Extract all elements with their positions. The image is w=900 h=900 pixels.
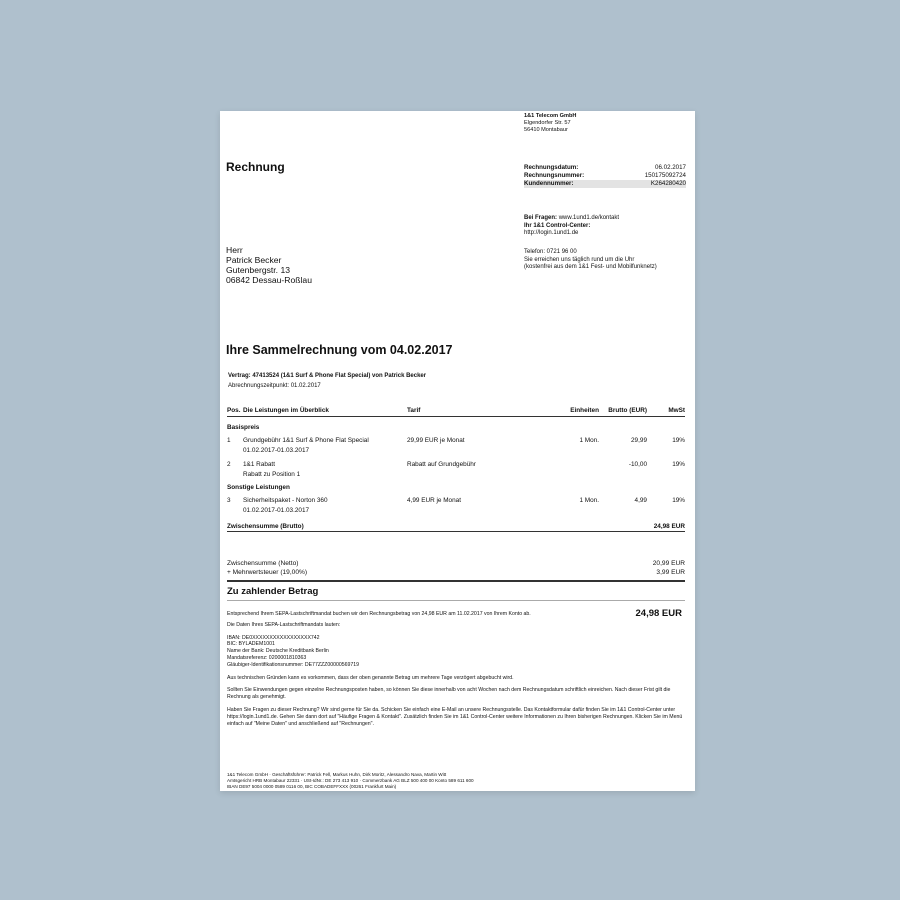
tax-row	[227, 569, 685, 578]
questions-label: Bei Fragen:	[524, 215, 558, 221]
meta-label: Rechnungsnummer:	[524, 172, 585, 179]
row-tarif: 29,99 EUR je Monat	[407, 437, 465, 444]
row-tarif: 4,99 EUR je Monat	[407, 497, 461, 504]
sender-block	[524, 113, 576, 134]
contract-info	[228, 371, 426, 391]
address-name: Patrick Becker	[226, 255, 282, 265]
phone-number: Telefon: 0721 96 00	[524, 249, 577, 255]
invoice-page	[220, 111, 695, 791]
tax-label: + Mehrwertsteuer (19,00%)	[227, 568, 308, 576]
sender-city: 56410 Montabaur	[524, 127, 568, 133]
row-pos: 2	[227, 461, 231, 468]
row-price: 4,99	[634, 497, 647, 504]
amount-due-value: 24,98 EUR	[635, 608, 682, 619]
contact-block	[524, 215, 619, 238]
sepa-note: Haben Sie Fragen zu dieser Rechnung? Wir sind gerne für Sie da. Schicken Sie einfach eine E-Mail an unsere Rechnungsstelle. Das Kontaktformular dafür finden Sie im 1&1 Control-Center unter https://login.1und1.de. Gehen Sie dann dort auf "Häufige Fragen & Kontakt". Zusätzlich finden Sie im 1&1 Control-Center weitere Informationen zu Ihren bisherigen Rechnungen. Klicken Sie im Menü einfach auf "Meine Daten" und anschließend auf "Rechnungen".	[227, 706, 683, 727]
sender-name: 1&1 Telecom GmbH	[524, 113, 577, 119]
table-header	[227, 407, 685, 417]
meta-row-number	[524, 172, 686, 180]
row-unit: 1 Mon.	[579, 497, 599, 504]
control-center-label: Ihr 1&1 Control-Center:	[524, 222, 591, 229]
sepa-note: Aus technischen Gründen kann es vorkommen, dass der oben genannte Betrag um mehrere Tage verzögert abgebucht wird.	[227, 674, 514, 681]
sepa-text: Entsprechend Ihrem SEPA-Lastschriftmandat buchen wir den Rechnungsbetrag von 24,98 EUR am 11.02.2017 von Ihrem Konto ab.	[227, 611, 531, 617]
sepa-amount-row	[227, 608, 685, 619]
netto-value: 20,99 EUR	[652, 560, 685, 567]
contract-line: Vertrag: 47413524 (1&1 Surf & Phone Flat Special) von Patrick Becker	[228, 373, 427, 379]
table-row	[227, 496, 685, 516]
header-tarif: Tarif	[407, 407, 421, 414]
footer-line: 1&1 Telecom GmbH · Geschäftsführer: Patrick Fell, Markus Huhn, Dirk Moritz, Alessandro Nava, Martin Witt	[227, 772, 447, 777]
footer-line: Amtsgericht HRB Montabaur 22331 · USt-IdNr.: DE 273 413 910 · Commerzbank AG BLZ 500 400 00 Konto 589 611 600	[227, 778, 474, 783]
meta-label: Rechnungsdatum:	[524, 164, 579, 171]
row-mwst: 19%	[672, 437, 685, 444]
phone-note: (kostenfrei aus dem 1&1 Fest- und Mobilfunknetz)	[524, 264, 657, 271]
address-city: 06842 Dessau-Roßlau	[226, 275, 312, 285]
row-desc	[243, 436, 407, 456]
meta-row-customer	[524, 180, 686, 188]
netto-row	[227, 560, 685, 569]
address-street: Gutenbergstr. 13	[226, 265, 291, 275]
bank-name: Name der Bank: Deutsche Kreditbank Berlin	[227, 648, 329, 655]
header-desc: Die Leistungen im Überblick	[243, 407, 329, 414]
row-desc	[243, 460, 407, 480]
phone-note: Sie erreichen uns täglich rund um die Uhr	[524, 256, 635, 263]
subtotal-label: Zwischensumme (Brutto)	[227, 523, 304, 530]
address-salutation: Herr	[226, 245, 243, 255]
row-pos: 1	[227, 437, 231, 444]
row-tarif: Rabatt auf Grundgebühr	[407, 461, 476, 468]
table-row	[227, 460, 685, 480]
sepa-note: Sollten Sie Einwendungen gegen einzelne Rechnungsposten haben, so können Sie diese innerhalb von acht Wochen nach dem Rechnungsdatum schriftlich einreichen. Nach dieser Frist gilt die Rechnung als genehmigt.	[227, 687, 671, 701]
invoice-heading: Ihre Sammelrechnung vom 04.02.2017	[226, 343, 453, 357]
sepa-intro: Die Daten Ihres SEPA-Lastschriftmandats lauten:	[227, 621, 341, 628]
contact-link[interactable]: www.1und1.de/kontakt	[558, 215, 620, 221]
row-mwst: 19%	[672, 497, 685, 504]
subtotal-gross	[227, 523, 685, 532]
meta-value: 150175092724	[644, 172, 686, 179]
meta-row-date	[524, 164, 686, 172]
row-desc-main: Grundgebühr 1&1 Surf & Phone Flat Special	[243, 437, 369, 444]
amount-due-label: Zu zahlender Betrag	[227, 582, 685, 601]
bank-details	[227, 635, 685, 669]
meta-value: K264280420	[650, 180, 686, 187]
row-unit	[547, 460, 599, 480]
mandate-reference: Mandatsreferenz: 0200001810363	[227, 654, 307, 661]
sender-street: Elgendorfer Str. 57	[524, 120, 571, 126]
control-center-link[interactable]: http://login.1und1.de	[524, 230, 579, 237]
footer-line: IBAN DE97 5004 0000 0589 0116 00, BIC COBADEFFXXX (00261 Frankfurt Main)	[227, 784, 397, 789]
header-price: Brutto (EUR)	[608, 407, 647, 414]
row-price: -10,00	[628, 461, 647, 468]
row-unit: 1 Mon.	[579, 437, 599, 444]
creditor-id: Gläubiger-Identifikationsnummer: DE77ZZZ00000569719	[227, 661, 360, 668]
recipient-address	[226, 245, 312, 285]
row-pos: 3	[227, 497, 231, 504]
billing-date: Abrechnungszeitpunkt: 01.02.2017	[228, 383, 321, 389]
meta-value: 06.02.2017	[655, 164, 686, 171]
phone-block	[524, 249, 657, 272]
header-unit: Einheiten	[570, 407, 599, 414]
subtotal-value: 24,98 EUR	[653, 523, 685, 530]
meta-label: Kundennummer:	[524, 180, 574, 187]
row-mwst: 19%	[672, 461, 685, 468]
table-row	[227, 436, 685, 456]
invoice-meta	[524, 164, 686, 188]
header-pos: Pos.	[227, 407, 241, 414]
row-desc	[243, 496, 407, 516]
row-desc-main: 1&1 Rabatt	[243, 461, 275, 468]
totals-block	[227, 560, 685, 577]
section-title: Sonstige Leistungen	[227, 484, 290, 491]
document-title: Rechnung	[226, 160, 285, 174]
tax-value: 3,99 EUR	[656, 568, 685, 576]
section-title: Basispreis	[227, 424, 260, 431]
netto-label: Zwischensumme (Netto)	[227, 560, 299, 567]
row-price: 29,99	[631, 437, 647, 444]
services-table	[227, 407, 685, 520]
bic: BIC: BYLADEM1001	[227, 641, 275, 648]
header-mwst: MwSt	[668, 407, 685, 414]
sepa-block	[227, 608, 685, 733]
row-desc-sub: 01.02.2017-01.03.2017	[243, 447, 310, 454]
row-desc-main: Sicherheitspaket - Norton 360	[243, 497, 328, 504]
row-desc-sub: 01.02.2017-01.03.2017	[243, 507, 310, 514]
iban: IBAN: DE0XXXXXXXXXXXXXXXXX742	[227, 634, 320, 641]
row-desc-sub: Rabatt zu Position 1	[243, 471, 301, 478]
amount-due-section	[227, 580, 685, 601]
page-footer	[227, 772, 685, 790]
